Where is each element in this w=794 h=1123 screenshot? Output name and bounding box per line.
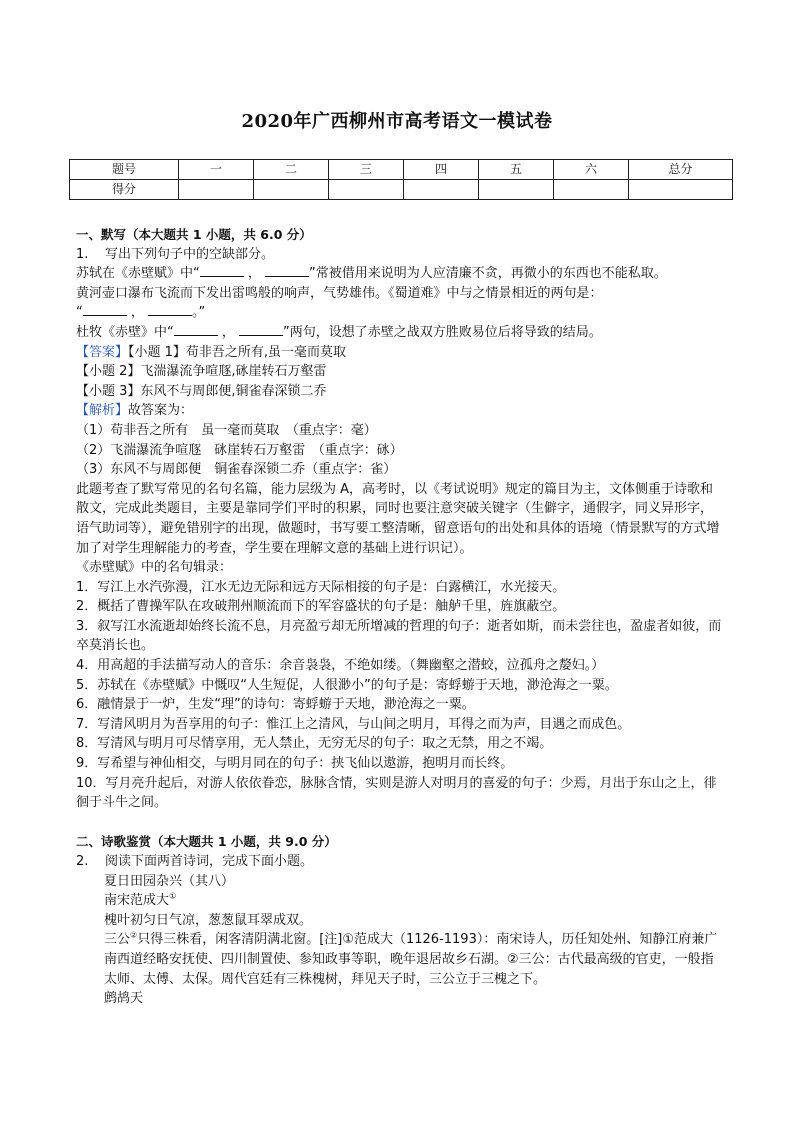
score-cell[interactable] [629,180,733,200]
table-cell: 得分 [70,180,179,200]
question-number: 1. [76,246,89,262]
exam-body [76,225,724,1009]
answer-line: 【小题 3】东风不与周郎便,铜雀春深锁二乔 [76,383,327,399]
question-prompt [76,852,724,872]
list-item: 2．概括了曹操军队在攻破荆州顺流而下的军容盛状的句子是：舳舻千里，旌旗蔽空。 [76,599,566,615]
spacer [76,813,724,833]
fill-line: 黄河壶口瀑布飞流而下发出雷鸣般的响声，气势雄伟。《蜀道难》中与之情景相近的两句是： [76,285,603,301]
table-cell: 五 [479,160,554,180]
answer-tag: 【答案】 [76,344,129,360]
fill-line [76,303,724,323]
text-span: ， [130,305,144,321]
poem-verse-with-note [76,930,724,989]
blank-field[interactable] [239,323,283,336]
section-heading: 一、默写（本大题共 1 小题，共 6.0 分） [76,227,312,242]
list-item: 5．苏轼在《赤壁赋》中慨叹“人生短促，人很渺小”的句子是：寄蜉蝣于天地，渺沧海之一粟。 [76,677,618,693]
question-prompt [76,245,724,265]
list-item: 8．写清风与明月可尽情享用，无人禁止，无穷无尽的句子：取之无禁，用之不竭。 [76,736,553,752]
table-cell: 题号 [70,160,179,180]
table-cell: 四 [404,160,479,180]
score-table-score-row [70,180,733,200]
blank-field[interactable] [174,323,218,336]
score-table [69,159,733,200]
table-cell: 六 [554,160,629,180]
poem-author [76,891,724,911]
list-item: 4．用高超的手法描写动人的音乐：余音袅袅，不绝如缕。（舞幽壑之潜蛟，泣孤舟之嫠妇。） [76,658,605,674]
table-cell: 二 [254,160,329,180]
list-item: 10．写月亮升起后，对游人依依眷恋，脉脉含情，实则是游人对明月的喜爱的句子：少焉，月出于东山之上，徘徊于斗牛之间。 [76,775,717,811]
blank-field[interactable] [83,303,127,316]
question-text: 阅读下面两首诗词，完成下面小题。 [104,854,313,869]
footnote-mark: ① [169,891,177,901]
fill-line [76,264,724,284]
question-number: 2. [76,854,89,869]
text-span: “ [76,305,83,321]
text-span: 苏轼在《赤壁赋》中“ [76,266,200,282]
question-text: 写出下列句子中的空缺部分。 [104,246,274,262]
score-cell[interactable] [329,180,404,200]
analysis-item: （3）东风不与周郎便 铜雀春深锁二乔（重点字：雀） [76,462,397,478]
table-cell: 一 [179,160,254,180]
fill-line [76,323,724,343]
score-cell[interactable] [479,180,554,200]
poem-title: 夏日田园杂兴（其八） [104,873,235,889]
list-item: 6．融情景于一炉，生发“理”的诗句：寄蜉蝣于天地，渺沧海之一粟。 [76,697,475,713]
section-heading: 二、诗歌鉴赏（本大题共 1 小题，共 9.0 分） [76,834,337,850]
text-span: ”两句，设想了赤壁之战双方胜败易位后将导致的结局。 [283,324,602,340]
score-cell[interactable] [179,180,254,200]
text-span: 。” [192,305,206,321]
text-span: ， [221,324,235,340]
answer-text: 【小题 1】苟非吾之所有,虽一毫而莫取 [128,344,347,360]
author-name: 南宋范成大 [104,893,170,909]
score-cell[interactable] [554,180,629,200]
score-cell[interactable] [254,180,329,200]
table-cell: 总分 [629,160,733,180]
answer-line [76,343,724,363]
text-span: 只得三株看，闲客清阴满北窗。[注]①范成大（1126-1193）：南宋诗人，历任知处州、知静江府兼广南西道经略安抚使、四川制置使、参知政事等职，晚年退居故乡石湖。②三公：古代最高级的官吏，一般指太师、太傅、太保。周代宫廷有三株槐树，拜见天子时，三公立于三槐之下。 [104,932,718,987]
footnote-mark: ② [130,931,138,941]
text-span: ”常被借用来说明为人应清廉不贪，再微小的东西也不能私取。 [309,266,667,282]
list-item: 3．叙写江水流逝却始终长流不息，月亮盈亏却无所增减的哲理的句子：逝者如斯，而未尝往也，盈虚者如彼，而卒莫消长也。 [76,618,722,654]
analysis-text: 故答案为： [128,403,194,419]
answer-line: 【小题 2】飞湍瀑流争喧豗,砯崖转石万壑雷 [76,364,327,380]
score-cell[interactable] [404,180,479,200]
poem-title: 鹧鸪天 [104,991,144,1007]
list-item: 9．写希望与神仙相交，与明月同在的句子：挟飞仙以遨游，抱明月而长终。 [76,756,514,772]
analysis-item: （2）飞湍瀑流争喧豗 砯崖转石万壑雷 （重点字：砯） [76,442,403,458]
blank-field[interactable] [265,264,309,277]
score-table-header-row [70,160,733,180]
analysis-tag: 【解析】 [76,403,129,419]
table-cell: 三 [329,160,404,180]
text-span: 三公 [104,932,131,948]
analysis-paragraph: 此题考查了默写常见的名句名篇，能力层级为 A，高考时，以《考试说明》规定的篇目为主，文体侧重于诗歌和散文，完成此类题目，主要是靠同学们平时的积累，同时也要注意突破关键字（生僻字，通假字，同义异形字，语气助词等），避免错别字的出现，做题时，书写要工整清晰，留意语句的出处和具体的语境（情景默写的方式增加了对学生理解能力的考查，学生要在理解文意的基础上进行识记）。 [76,481,720,556]
blank-field[interactable] [200,264,244,277]
analysis-line [76,401,724,421]
poem-verse: 槐叶初匀日气凉，葱葱鼠耳翠成双。 [104,912,313,928]
list-intro: 《赤壁赋》中的名句辑录： [76,560,233,576]
blank-field[interactable] [148,303,192,316]
text-span: 杜牧《赤壁》中“ [76,324,174,340]
list-item: 1．写江上水汽弥漫，江水无边无际和远方天际相接的句子是：白露横江，水光接天。 [76,579,566,595]
list-item: 7．写清风明月为吾享用的句子：惟江上之清风，与山间之明月，耳得之而为声，目遇之而成色。 [76,716,631,732]
analysis-item: （1）苟非吾之所有 虽一毫而莫取 （重点字：毫） [76,422,377,438]
text-span: ， [247,266,261,282]
page-title: 2020年广西柳州市高考语文一模试卷 [241,111,553,132]
